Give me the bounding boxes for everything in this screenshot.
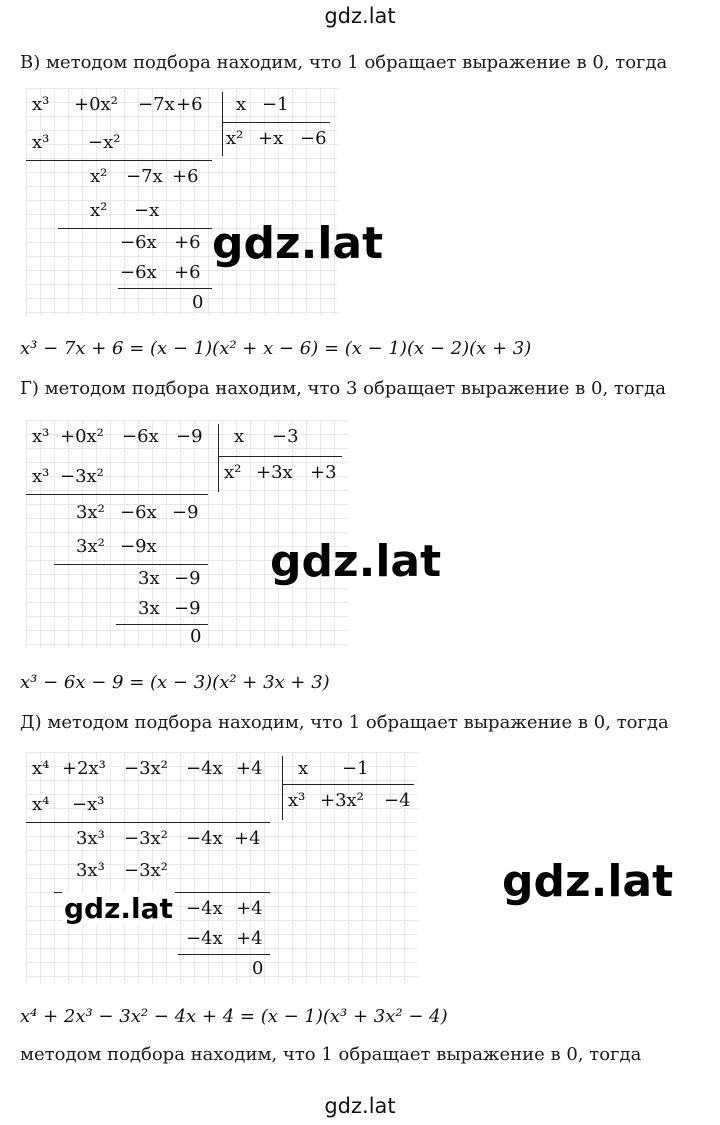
- term: −9: [174, 568, 201, 589]
- term: −9x: [120, 536, 157, 557]
- rule: [58, 228, 212, 229]
- term: x: [234, 426, 245, 447]
- term: −6x: [120, 262, 157, 283]
- term: 3x: [138, 598, 160, 619]
- term: x²: [226, 128, 244, 149]
- term: x²: [90, 166, 108, 187]
- division-bracket: [222, 122, 330, 123]
- term: x³: [32, 94, 50, 115]
- watermark: gdz.lat: [212, 218, 384, 269]
- rule: [26, 160, 212, 161]
- term: x³: [32, 426, 50, 447]
- term: +x: [258, 128, 284, 149]
- term: x²: [90, 200, 108, 221]
- term: +4: [236, 758, 263, 779]
- term: 0: [190, 626, 202, 647]
- term: −4x: [186, 928, 223, 949]
- term: x⁴: [32, 794, 50, 815]
- term: −6: [300, 128, 327, 149]
- rule: [178, 954, 270, 955]
- watermark: gdz.lat: [502, 856, 674, 907]
- section-intro: В) методом подбора находим, что 1 обращает выражение в 0, тогда: [20, 52, 668, 73]
- site-footer: gdz.lat: [324, 1094, 396, 1118]
- term: −7x: [138, 94, 175, 115]
- term: −1: [342, 758, 369, 779]
- term: 3x²: [76, 536, 105, 557]
- term: +3x²: [320, 790, 364, 811]
- rule: [54, 564, 208, 565]
- rule: [118, 288, 212, 289]
- term: x: [236, 94, 247, 115]
- term: −4x: [186, 758, 223, 779]
- term: −3: [272, 426, 299, 447]
- term: −9: [174, 598, 201, 619]
- term: −x³: [72, 794, 105, 815]
- division-bracket: [222, 92, 223, 156]
- term: −7x: [126, 166, 163, 187]
- term: −9: [176, 426, 203, 447]
- term: −3x²: [124, 758, 168, 779]
- closing-text: методом подбора находим, что 1 обращает выражение в 0, тогда: [20, 1044, 642, 1065]
- term: +4: [236, 928, 263, 949]
- division-work-area: [26, 88, 338, 316]
- term: +0x²: [74, 94, 118, 115]
- term: −3x²: [60, 466, 104, 487]
- factorization-result: x⁴ + 2x³ − 3x² − 4x + 4 = (x − 1)(x³ + 3x² − 4): [20, 1006, 448, 1027]
- term: +6: [174, 262, 201, 283]
- division-bracket: [282, 756, 283, 820]
- term: +6: [174, 232, 201, 253]
- term: −4: [384, 790, 411, 811]
- rule: [26, 494, 208, 495]
- term: −9: [172, 502, 199, 523]
- term: x³: [32, 132, 50, 153]
- watermark: gdz.lat: [270, 536, 442, 587]
- factorization-result: x³ − 7x + 6 = (x − 1)(x² + x − 6) = (x − 1)(x − 2)(x + 3): [20, 338, 532, 359]
- term: −x²: [88, 132, 121, 153]
- term: −4x: [186, 828, 223, 849]
- rule: [26, 822, 270, 823]
- term: x⁴: [32, 758, 50, 779]
- term: +4: [234, 828, 261, 849]
- term: 3x: [138, 568, 160, 589]
- term: −3x²: [124, 860, 168, 881]
- term: −1: [262, 94, 289, 115]
- term: −6x: [120, 232, 157, 253]
- term: 0: [192, 292, 204, 313]
- term: x²: [224, 462, 242, 483]
- term: 3x³: [76, 828, 105, 849]
- term: +6: [172, 166, 199, 187]
- term: +4: [236, 898, 263, 919]
- term: 0: [252, 958, 264, 979]
- section-intro: Г) методом подбора находим, что 3 обращает выражение в 0, тогда: [20, 378, 666, 399]
- term: +2x³: [62, 758, 106, 779]
- division-bracket: [218, 456, 342, 457]
- term: +0x²: [60, 426, 104, 447]
- term: +3x: [256, 462, 293, 483]
- rule: [116, 624, 208, 625]
- factorization-result: x³ − 6x − 9 = (x − 3)(x² + 3x + 3): [20, 672, 330, 693]
- division-bracket: [282, 784, 414, 785]
- term: −3x²: [124, 828, 168, 849]
- section-intro: Д) методом подбора находим, что 1 обращает выражение в 0, тогда: [20, 712, 669, 733]
- term: x³: [32, 466, 50, 487]
- term: −6x: [120, 502, 157, 523]
- term: −x: [134, 200, 160, 221]
- term: x³: [288, 790, 306, 811]
- term: −4x: [186, 898, 223, 919]
- term: x: [298, 758, 309, 779]
- division-bracket: [218, 424, 219, 492]
- division-work-area: [26, 420, 348, 648]
- division-work-area: [26, 752, 418, 984]
- term: 3x²: [76, 502, 105, 523]
- term: +6: [176, 94, 203, 115]
- term: 3x³: [76, 860, 105, 881]
- site-header: gdz.lat: [324, 4, 396, 28]
- term: +3: [310, 462, 337, 483]
- watermark: gdz.lat: [64, 892, 173, 925]
- term: −6x: [122, 426, 159, 447]
